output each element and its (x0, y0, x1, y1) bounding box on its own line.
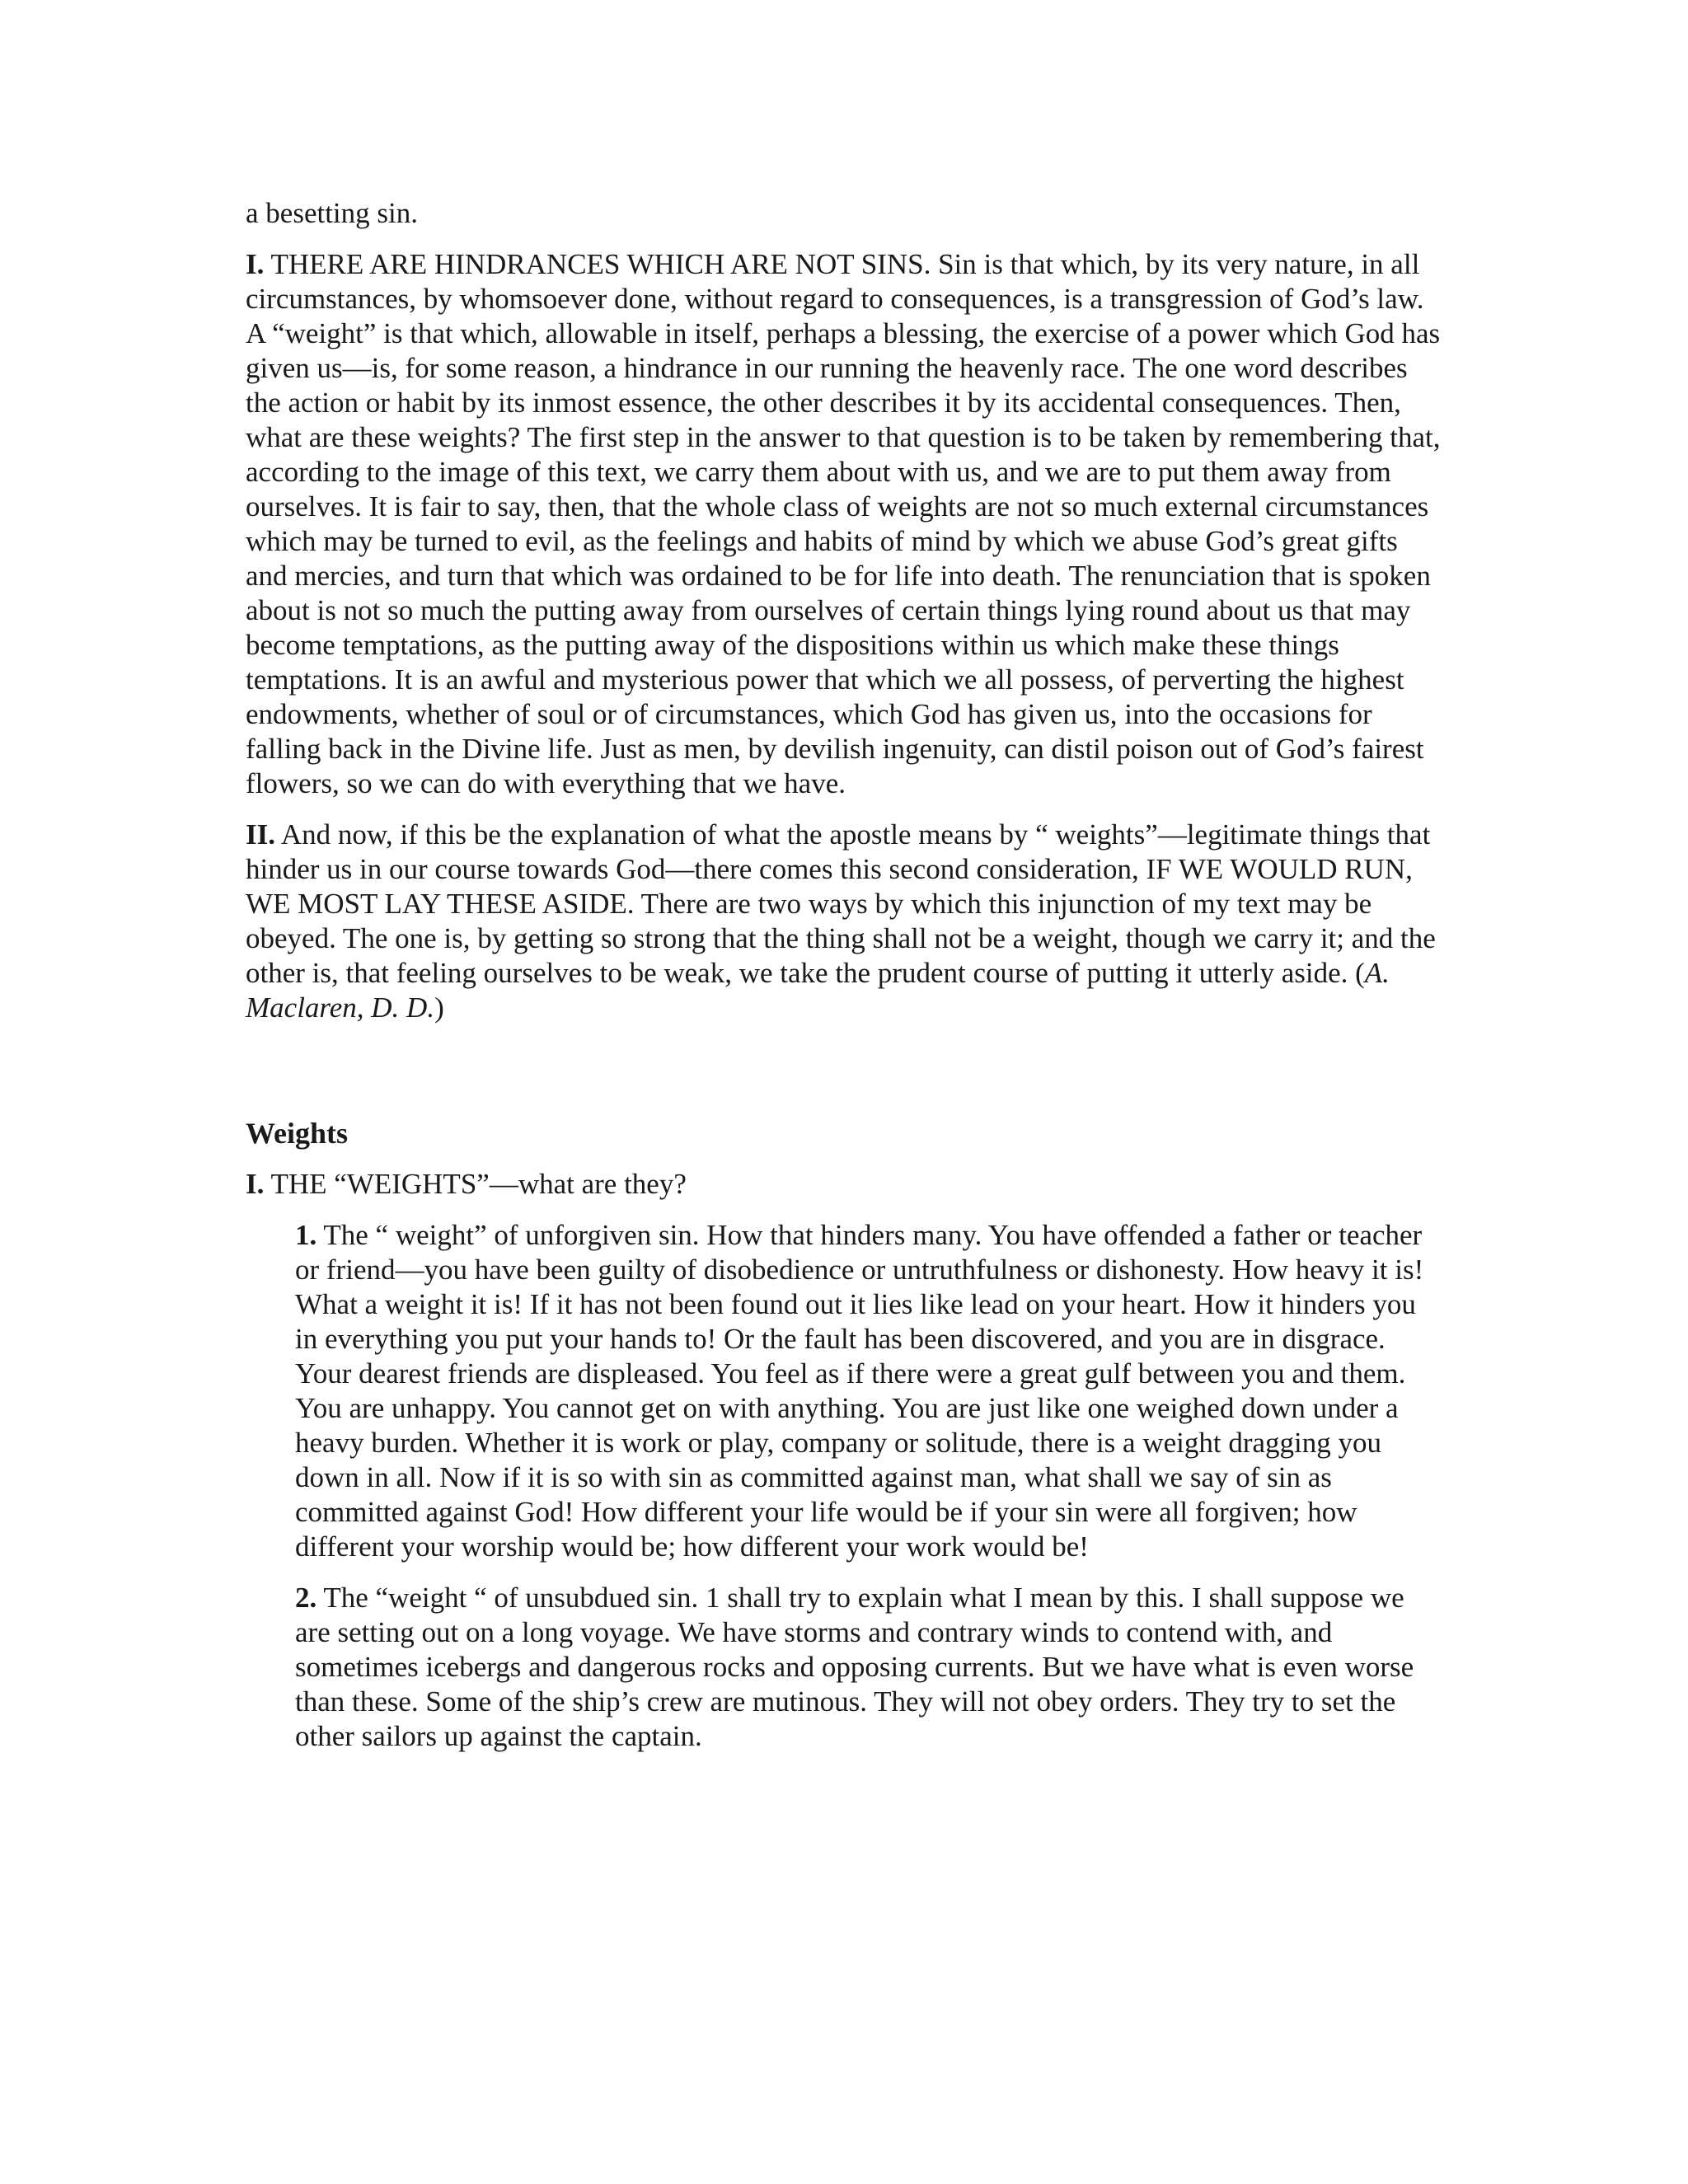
subpoint-number: 1. (295, 1219, 317, 1251)
point-number: I. (246, 1168, 265, 1200)
paragraph-section-point-one (246, 1167, 1441, 1202)
paragraph-text: THE “WEIGHTS”—what are they? (264, 1168, 687, 1200)
paragraph-text: And now, if this be the explanation of what the apostle means by “ weights”—legitimate things that hinder us in our course towards God—there comes this second consideration, IF WE WOULD RUN, WE MOST LAY THESE ASIDE. There are two ways by which this injunction of my text may be obeyed. The one is, by getting so strong that the thing shall not be a weight, though we carry it; and the other is, that feeling ourselves to be weak, we take the prudent course of putting it utterly aside. ( (246, 818, 1436, 989)
citation: A. Maclaren, D. D. (246, 957, 1390, 1024)
document-page (246, 196, 1441, 1770)
subparagraph-two (295, 1581, 1441, 1754)
paragraph-text: The “ weight” of unforgiven sin. How that hinders many. You have offended a father or teacher or friend—you have been guilty of disobedience or untruthfulness or dishonesty. How heavy it is! What a weight it is! If it has not been found out it lies like lead on your heart. How it hinders you in everything you put your hands to! Or the fault has been discovered, and you are in disgrace. Your dearest friends are displeased. You feel as if there were a great gulf between you and them. You are unhappy. You cannot get on with anything. You are just like one weighed down under a heavy burden. Whether it is work or play, company or solitude, there is a weight dragging you down in all. Now if it is so with sin as committed against man, what shall we say of sin as committed against God! How different your life would be if your sin were all forgiven; how different your worship would be; how different your work would be! (295, 1219, 1424, 1563)
subpoint-number: 2. (295, 1582, 317, 1614)
point-number: I. (246, 248, 265, 280)
section-gap (246, 1042, 1441, 1116)
section-heading: Weights (246, 1117, 349, 1150)
paragraph-point-two: II. And now, if this be the explanation of what the apostle means by “ weights”—legitimate things that hinder us in our course towards God—there comes this second consideration, IF WE WOULD RUN, WE MOST LAY THESE ASIDE. There are two ways by which this injunction of my text may be obeyed. The one is, by getting so strong that the thing shall not be a weight, though we carry it; and the other is, that feeling ourselves to be weak, we take the prudent course of putting it utterly aside. (A. Maclaren, D. D.) (246, 818, 1436, 1024)
subparagraph-one (295, 1218, 1441, 1564)
paragraph-text: THERE ARE HINDRANCES WHICH ARE NOT SINS. Sin is that which, by its very nature, in all circumstances, by whomsoever done, without regard to consequences, is a transgression of God’s law. A “weight” is that which, allowable in itself, perhaps a blessing, the exercise of a power which God has given us—is, for some reason, a hindrance in our running the heavenly race. The one word describes the action or habit by its inmost essence, the other describes it by its accidental consequences. Then, what are these weights? The first step in the answer to that question is to be taken by remembering that, according to the image of this text, we carry them about with us, and we are to put them away from ourselves. It is fair to say, then, that the whole class of weights are not so much external circumstances which may be turned to evil, as the feelings and habits of mind by which we abuse God’s great gifts and mercies, and turn that which was ordained to be for life into death. The renunciation that is spoken about is not so much the putting away from ourselves of certain things lying round about us that may become temptations, as the putting away of the dispositions within us which make these things temptations. It is an awful and mysterious power that which we all possess, of perverting the highest endowments, whether of soul or of circumstances, which God has given us, into the occasions for falling back in the Divine life. Just as men, by devilish ingenuity, can distil poison out of God’s fairest flowers, so we can do with everything that we have. (246, 248, 1441, 799)
paragraph-point-one (246, 247, 1441, 801)
paragraph-continuation: a besetting sin. (246, 197, 418, 229)
point-number: II. (246, 818, 275, 851)
paragraph-text: The “weight “ of unsubdued sin. 1 shall try to explain what I mean by this. I shall suppose we are setting out on a long voyage. We have storms and contrary winds to contend with, and sometimes icebergs and dangerous rocks and opposing currents. But we have what is even worse than these. Some of the ship’s crew are mutinous. They will not obey orders. They try to set the other sailors up against the captain. (295, 1582, 1414, 1752)
